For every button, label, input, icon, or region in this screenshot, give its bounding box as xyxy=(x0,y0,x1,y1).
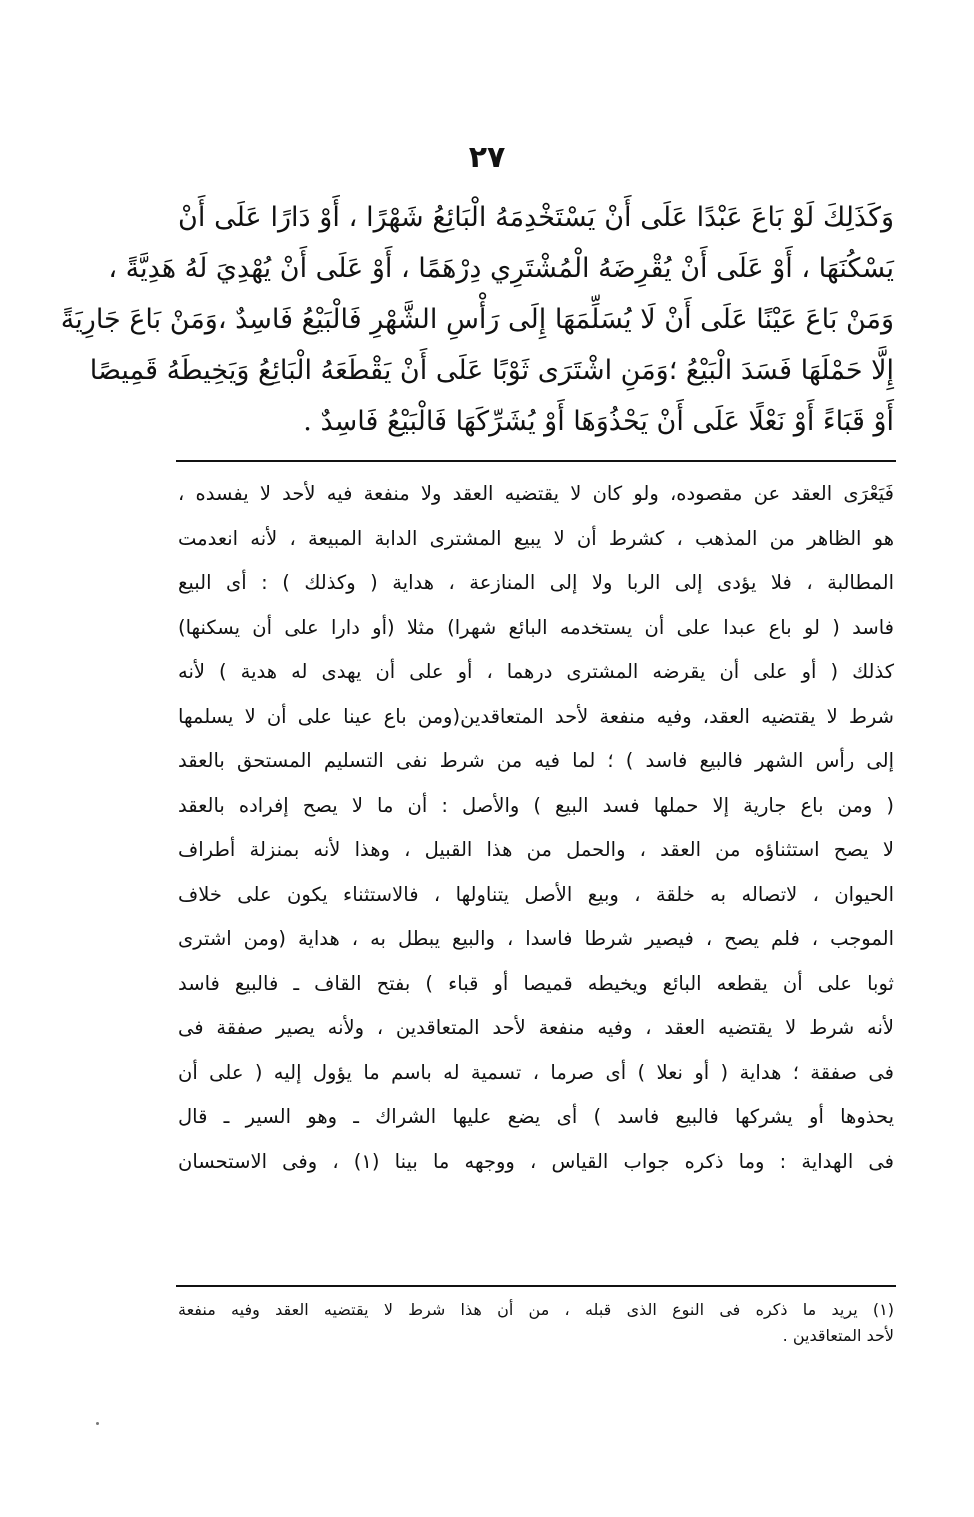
main-text xyxy=(60,192,894,447)
commentary-line: الحيوان ، لاتصاله به خلقة ، وبيع الأصل يتناولها ، فالاستثناء يكون على خلاف xyxy=(178,882,894,906)
commentary-line: المطالبة ، فلا يؤدى إلى الربا ولا إلى المنازعة ، هداية ( وكذلك ) : أى البيع xyxy=(178,571,894,594)
commentary-line: ( ومن باع جارية إلا حملها فسد البيع ) والأصل : أن ما لا يصح إفراده بالعقد xyxy=(178,793,894,817)
commentary-line: شرط لا يقتضيه العقد، وفيه منفعة لأحد المتعاقدين(ومن باع عينا على أن لا يسلمها xyxy=(178,704,894,728)
commentary-line: فاسد ( لو باع عبدا على أن يستخدمه البائع شهرا) مثلا (أو دارا على أن يسكنها) xyxy=(178,615,894,639)
main-text-line: أَوْ قَبَاءً أَوْ نَعْلًا عَلَى أَنْ يَحْذُوَهَا أَوْ يُشَرِّكَهَا فَالْبَيْعُ فَاسِدٌ . xyxy=(303,406,894,437)
commentary-line: الموجب ، فلم يصح ، فيصير شرطا فاسدا ، والبيع يبطل به ، هداية (ومن اشترى xyxy=(178,927,894,950)
main-text-line: إِلَّا حَمْلَهَا فَسَدَ الْبَيْعُ ؛وَمَنِ اشْتَرَى ثَوْبًا عَلَى أَنْ يَقْطَعَهُ الْبَائِعُ وَيَخِيطَهُ قَمِيصًا xyxy=(89,355,894,386)
footnotes xyxy=(178,1297,894,1349)
commentary-line: فى صفقة ؛ هداية ( أو نعلا ) أى صرما ، تسمية له باسم ما يؤول إليه ( على أن xyxy=(178,1060,894,1084)
footnote-divider xyxy=(176,1285,896,1287)
commentary-line: فى الهداية : وما ذكره جواب القياس ، ووجهه ما بينا (١) ، وفى الاستحسان xyxy=(178,1149,895,1173)
page-number: ٢٧ xyxy=(468,140,506,175)
commentary-line: ثوبا على أن يقطعه البائع ويخيطه قميصا أو قباء ) بفتح القاف ـ فالبيع فاسد xyxy=(178,971,894,995)
commentary-line: فَيَعْرَى العقد عن مقصوده، ولو كان لا يقتضيه العقد ولا منفعة فيه لأحد لا يفسده ، xyxy=(178,482,894,505)
commentary-line: لأنه شرط لا يقتضيه العقد ، وفيه منفعة لأحد المتعاقدين ، ولأنه يصير صفقة فى xyxy=(178,1016,894,1039)
commentary-line: يحذوها أو يشركها فالبيع فاسد ) أى يضع عليها الشراك ـ وهو السير ـ قال xyxy=(178,1105,894,1128)
footnote-line: (١) يريد ما ذكره فى النوع الذى قبله ، من أن هذا شرط لا يقتضيه العقد وفيه منفعة xyxy=(178,1300,894,1319)
main-text-line: يَسْكُنَهَا ، أَوْ عَلَى أَنْ يُقْرِضَهُ الْمُشْتَرِي دِرْهَمًا ، أَوْ عَلَى أَنْ يُهْدِيَ لَهُ هَدِيَّةً ، xyxy=(108,253,894,284)
footnote-line: لأحد المتعاقدين . xyxy=(782,1326,894,1345)
margin-mark xyxy=(96,1422,99,1425)
commentary-line: إلى رأس الشهر فالبيع فاسد ) ؛ لما فيه من شرط نفى التسليم المستحق بالعقد xyxy=(178,749,894,772)
commentary-line: هو الظاهر من المذهب ، كشرط أن لا يبيع المشترى الدابة المبيعة ، لأنه انعدمت xyxy=(178,526,894,550)
main-text-line: وَمَنْ بَاعَ عَيْنًا عَلَى أَنْ لَا يُسَلِّمَهَا إِلَى رَأْسِ الشَّهْرِ فَالْبَيْعُ فَاسِدٌ ،وَمَنْ بَاعَ جَارِيَةً xyxy=(60,304,894,335)
main-text-line: وَكَذَلِكَ لَوْ بَاعَ عَبْدًا عَلَى أَنْ يَسْتَخْدِمَهُ الْبَائِعُ شَهْرًا ، أَوْ دَارًا عَلَى أَنْ xyxy=(178,202,894,233)
main-text-divider xyxy=(176,460,896,462)
commentary-line: كذلك ( أو على أن يقرضه المشترى درهما ، أو على أن يهدى له هدية ) لأنه xyxy=(178,660,894,683)
commentary xyxy=(178,472,894,1184)
commentary-line: لا يصح استثناؤه من العقد ، والحمل من هذا القبيل ، وهذا لأنه بمنزلة أطراف xyxy=(178,838,894,861)
